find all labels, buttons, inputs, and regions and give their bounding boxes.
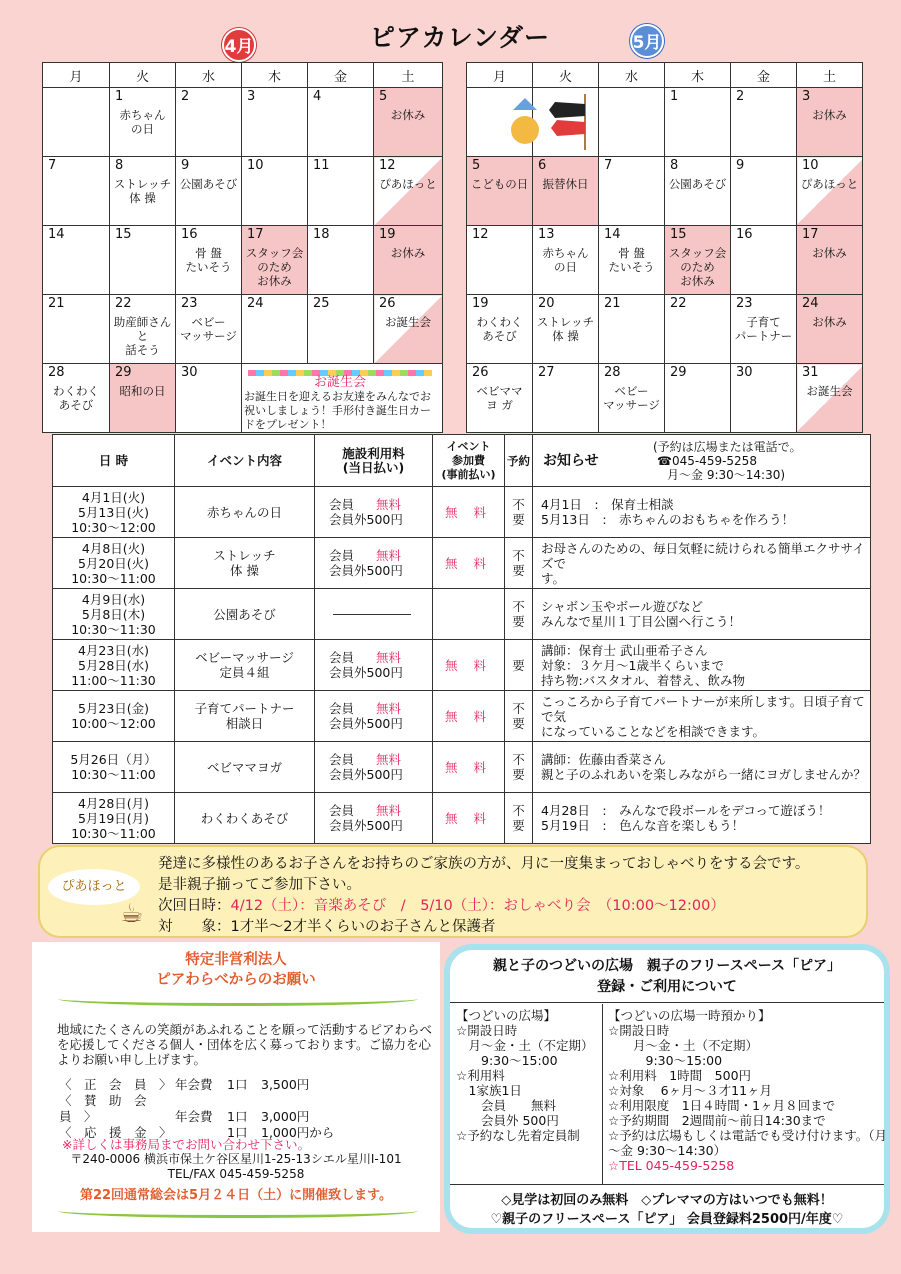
calendar-day xyxy=(467,157,533,226)
nonmember-fee: 会員外500円 xyxy=(329,665,403,680)
day-number: 12 xyxy=(472,227,489,242)
event-date: 4月23日(水) 5月28日(水) 11:00～11:30 xyxy=(53,640,175,691)
facility-fee xyxy=(315,538,433,589)
birthday-announcement xyxy=(242,367,438,431)
info-line: 【つどいの広場】 xyxy=(456,1008,557,1023)
info-line: 9:30～15:00 xyxy=(456,1053,558,1068)
reservation: 不 要 xyxy=(505,793,533,844)
reservation: 不 要 xyxy=(505,487,533,538)
nonmember-fee: 会員外500円 xyxy=(329,818,403,833)
fee-unit: 1口 xyxy=(227,1125,248,1140)
day-event: わくわく あそび xyxy=(53,384,99,412)
calendar-day xyxy=(665,157,731,226)
info-line: 会員 無料 xyxy=(456,1098,557,1113)
facility-fee xyxy=(315,691,433,742)
header-date: 日 時 xyxy=(53,435,175,487)
day-event: こどもの日 xyxy=(470,177,529,191)
event-row xyxy=(53,793,871,844)
calendar-day xyxy=(599,295,665,364)
weekday-header: 月 xyxy=(43,63,110,88)
calendar-day xyxy=(242,295,308,364)
member-free: 無料 xyxy=(376,752,402,767)
day-number: 29 xyxy=(115,365,132,380)
day-number: 28 xyxy=(604,365,621,380)
calendar-day xyxy=(176,364,242,433)
day-number: 24 xyxy=(802,296,819,311)
event-notice: 4月1日 : 保育士相談 5月13日 : 赤ちゃんのおもちゃを作ろう！ xyxy=(533,487,871,538)
fee-unit: 1口 xyxy=(227,1109,248,1124)
member-label: 会員 xyxy=(329,497,355,512)
piahot-line1: 発達に多様性のあるお子さんをお持ちのご家族の方が、月に一度集まっておしゃべりをする会です。 xyxy=(158,856,810,872)
membership-fees xyxy=(59,1077,334,1141)
calendar-day xyxy=(308,226,374,295)
calendar-day xyxy=(797,226,863,295)
day-event: スタッフ会 のため お休み xyxy=(245,246,304,288)
calendar-day xyxy=(308,157,374,226)
day-number: 26 xyxy=(472,365,489,380)
calendar-day xyxy=(374,88,443,157)
day-number: 23 xyxy=(736,296,753,311)
day-number: 16 xyxy=(181,227,198,242)
calendar-day xyxy=(176,157,242,226)
weekday-header: 火 xyxy=(110,63,176,88)
day-event: 振替休日 xyxy=(542,177,589,191)
day-number: 5 xyxy=(379,89,388,104)
facility-fee xyxy=(315,793,433,844)
day-event: 骨 盤 たいそう xyxy=(608,246,655,274)
general-meeting-notice: 第22回通常総会は5月２４日（土）に開催致します。 xyxy=(79,1188,393,1203)
event-content: 赤ちゃんの日 xyxy=(175,487,315,538)
calendar-day xyxy=(797,364,863,433)
fee-kind: 〈 賛 助 会 員 〉 xyxy=(59,1093,160,1124)
member-free: 無料 xyxy=(376,548,402,563)
day-number: 18 xyxy=(313,227,330,242)
day-number: 15 xyxy=(670,227,687,242)
calendar-day xyxy=(467,295,533,364)
day-event: 赤ちゃん の日 xyxy=(542,246,589,274)
reservation: 不 要 xyxy=(505,691,533,742)
april-badge: 4月 xyxy=(222,28,256,62)
day-number: 19 xyxy=(379,227,396,242)
calendar-day xyxy=(374,157,443,226)
day-number: 10 xyxy=(247,158,264,173)
calendar-day xyxy=(242,226,308,295)
day-event: わくわく あそび xyxy=(476,315,523,343)
nonmember-fee: 会員外500円 xyxy=(329,563,403,578)
info-line: ☆対象 6ヶ月～３才11ヶ月 xyxy=(608,1083,773,1098)
calendar-day xyxy=(110,295,176,364)
day-number xyxy=(467,88,532,89)
space-heading2: 登録・ご利用について xyxy=(597,979,737,995)
member-free: 無料 xyxy=(376,701,402,716)
member-label: 会員 xyxy=(329,548,355,563)
vine-decoration-bottom xyxy=(58,1204,418,1218)
day-event: お休み xyxy=(812,108,847,122)
fee-row xyxy=(59,1093,334,1125)
day-number xyxy=(533,88,598,89)
event-date: 4月8日(火) 5月20日(火) 10:30～11:00 xyxy=(53,538,175,589)
day-number: 20 xyxy=(538,296,555,311)
weekday-header: 月 xyxy=(467,63,533,88)
space-foot1: ◇見学は初回のみ無料 ◇プレママの方はいつでも無料！ xyxy=(501,1193,833,1208)
event-row xyxy=(53,640,871,691)
day-number: 9 xyxy=(736,158,745,173)
contact-phone: ☎045-459-5258 xyxy=(657,453,757,468)
day-event: 助産師さんと 話そう xyxy=(113,315,172,357)
event-date: 4月1日(火) 5月13日(火) 10:30～12:00 xyxy=(53,487,175,538)
calendar-day xyxy=(731,295,797,364)
day-number xyxy=(599,88,664,89)
day-number: 9 xyxy=(181,158,190,173)
day-event: スタッフ会 のため お休み xyxy=(668,246,727,288)
weekday-header: 水 xyxy=(599,63,665,88)
calendar-day xyxy=(599,226,665,295)
event-fee: 無 料 xyxy=(433,691,505,742)
day-number: 4 xyxy=(313,89,322,104)
info-line: ☆TEL 045-459-5258 xyxy=(608,1158,735,1173)
piahot-next-label: 次回日時： xyxy=(158,898,231,914)
contact-hours: 月～金 9:30～14:30) xyxy=(667,467,786,482)
info-line: ☆利用料 1時間 500円 xyxy=(608,1068,752,1083)
calendar-day xyxy=(308,88,374,157)
events-table xyxy=(52,434,871,844)
fee-type: 年会費 xyxy=(175,1077,213,1092)
day-number: 16 xyxy=(736,227,753,242)
nonmember-fee: 会員外500円 xyxy=(329,716,403,731)
day-number: 27 xyxy=(538,365,555,380)
info-line: 1家族1日 xyxy=(456,1083,522,1098)
calendar-day xyxy=(665,88,731,157)
event-row xyxy=(53,487,871,538)
calendar-day xyxy=(308,295,374,364)
calendar-day xyxy=(731,88,797,157)
org-heading1: 特定非営利法人 xyxy=(185,952,287,968)
event-fee: 無 料 xyxy=(433,742,505,793)
calendar-day xyxy=(599,364,665,433)
calendar-day xyxy=(43,157,110,226)
day-number: 28 xyxy=(48,365,65,380)
day-number: 24 xyxy=(247,296,264,311)
reservation: 不 要 xyxy=(505,538,533,589)
day-number: 19 xyxy=(472,296,489,311)
event-notice: 講師：佐藤由香菜さん 親と子のふれあいを楽しみながら一緒にヨガしませんか？ xyxy=(533,742,871,793)
calendar-day xyxy=(467,226,533,295)
calendar-day xyxy=(110,226,176,295)
day-event: ぴあほっと xyxy=(800,177,859,191)
day-number: 17 xyxy=(247,227,264,242)
day-number: 5 xyxy=(472,158,481,173)
day-number: 26 xyxy=(379,296,396,311)
temporary-care-info xyxy=(608,1008,888,1173)
calendar-day xyxy=(533,364,599,433)
day-number: 29 xyxy=(670,365,687,380)
day-event: 公園あそび xyxy=(179,177,238,191)
day-number: 2 xyxy=(181,89,190,104)
calendar-day xyxy=(731,226,797,295)
info-line: ☆開設日時 xyxy=(456,1023,518,1038)
space-heading1: 親と子のつどいの広場 親子のフリースペース「ピア」 xyxy=(492,958,842,974)
header-event-fee: イベント 参加費 (事前払い) xyxy=(433,435,505,487)
event-fee: 無 料 xyxy=(433,793,505,844)
calendar-day xyxy=(43,226,110,295)
day-event: 公園あそび xyxy=(668,177,727,191)
member-label: 会員 xyxy=(329,803,355,818)
day-number: 10 xyxy=(802,158,819,173)
facility-fee xyxy=(315,640,433,691)
weekday-header: 木 xyxy=(242,63,308,88)
day-number: 11 xyxy=(313,158,330,173)
fee-unit: 1口 xyxy=(227,1077,248,1092)
event-date: 5月26日（月） 10:30～11:00 xyxy=(53,742,175,793)
day-number: 14 xyxy=(604,227,621,242)
koinobori-illustration xyxy=(505,90,595,152)
calendar-day xyxy=(731,157,797,226)
header-reserve: 予約 xyxy=(505,435,533,487)
event-content: ベビママヨガ xyxy=(175,742,315,793)
calendar-day xyxy=(176,295,242,364)
event-date: 4月9日(水) 5月8日(木) 10:30～11:30 xyxy=(53,589,175,640)
calendar-day xyxy=(110,88,176,157)
calendar-day xyxy=(176,88,242,157)
page-title: ピアカレンダー xyxy=(369,23,551,52)
day-event: お誕生会 xyxy=(806,384,853,398)
day-event: ベビママ ヨ ガ xyxy=(476,384,523,412)
day-event: お休み xyxy=(812,246,847,260)
calendar-day xyxy=(533,295,599,364)
member-free: 無料 xyxy=(376,650,402,665)
event-content: わくわくあそび xyxy=(175,793,315,844)
member-label: 会員 xyxy=(329,650,355,665)
birthday-text: お誕生日を迎えるお友達をみんなでお祝いしましょう！手形付き誕生日カードをプレゼント！ xyxy=(244,390,431,431)
day-event: ストレッチ 体 操 xyxy=(536,315,595,343)
day-number: 21 xyxy=(48,296,65,311)
day-number: 14 xyxy=(48,227,65,242)
event-notice: こっころから子育てパートナーが来所します。日頃子育てで気 になっていることなどを相談できます。 xyxy=(533,691,871,742)
member-free: 無料 xyxy=(376,803,402,818)
member-label: 会員 xyxy=(329,752,355,767)
weekday-header: 水 xyxy=(176,63,242,88)
event-content: ベビーマッサージ 定員４組 xyxy=(175,640,315,691)
nonmember-fee: 会員外500円 xyxy=(329,512,403,527)
day-number: 22 xyxy=(115,296,132,311)
contact-line1: (予約は広場または電話で。 xyxy=(653,439,802,454)
day-event: お誕生会 xyxy=(385,315,431,329)
weekday-header: 火 xyxy=(533,63,599,88)
piahot-next-value: 4/12（土）：音楽あそび / 5/10（土）：おしゃべり会 （10:00～12:00） xyxy=(230,898,725,914)
piahot-label: ぴあほっと xyxy=(48,869,140,905)
weekday-header: 金 xyxy=(731,63,797,88)
day-number: 30 xyxy=(181,365,198,380)
fee-kind: 〈 応 援 金 〉 xyxy=(59,1125,172,1140)
day-event: 子育て パートナー xyxy=(734,315,793,343)
space-foot2: ♡親子のフリースペース「ピア」 会員登録料2500円/年度♡ xyxy=(490,1212,844,1227)
reservation: 不 要 xyxy=(505,742,533,793)
header-content: イベント内容 xyxy=(175,435,315,487)
fee-type: 年会費 xyxy=(175,1109,213,1124)
org-note: ※詳しくは事務局までお問い合わせ下さい。 xyxy=(62,1137,310,1152)
piahot-target-value: 1才半～2才半くらいのお子さんと保護者 xyxy=(230,919,496,935)
info-line: ☆予約は広場もしくは電話でも受け付けます。（月～金 9:30～14:30） xyxy=(608,1128,887,1158)
member-free: 無料 xyxy=(376,497,402,512)
calendar-day xyxy=(797,295,863,364)
reservation: 不 要 xyxy=(505,589,533,640)
calendar-day xyxy=(242,157,308,226)
calendar-day xyxy=(797,157,863,226)
day-number: 30 xyxy=(736,365,753,380)
event-content: 公園あそび xyxy=(175,589,315,640)
day-number xyxy=(43,88,109,89)
event-content: 子育てパートナー 相談日 xyxy=(175,691,315,742)
calendar-day xyxy=(599,88,665,157)
no-fee-line xyxy=(333,614,411,615)
calendar-day xyxy=(665,295,731,364)
day-number: 31 xyxy=(802,365,819,380)
day-number: 1 xyxy=(115,89,124,104)
fee-value: 3,500円 xyxy=(261,1077,310,1092)
member-label: 会員 xyxy=(329,701,355,716)
piahot-line2: 是非親子揃ってご参加下さい。 xyxy=(158,877,361,893)
calendar-day xyxy=(797,88,863,157)
calendar-day xyxy=(665,226,731,295)
coffee-cup-icon: ☕ xyxy=(120,899,144,929)
info-line: 会員外 500円 xyxy=(456,1113,559,1128)
piahot-info-box xyxy=(38,845,868,938)
event-notice: 4月28日 : みんなで段ボールをデコって遊ぼう！ 5月19日 : 色んな音を楽しもう！ xyxy=(533,793,871,844)
event-row xyxy=(53,589,871,640)
calendar-day xyxy=(599,157,665,226)
event-content: ストレッチ 体 操 xyxy=(175,538,315,589)
facility-fee xyxy=(315,589,433,640)
event-fee: 無 料 xyxy=(433,538,505,589)
day-number: 13 xyxy=(538,227,555,242)
day-number: 22 xyxy=(670,296,687,311)
day-number: 3 xyxy=(802,89,811,104)
may-badge: 5月 xyxy=(630,24,664,58)
calendar-day xyxy=(533,157,599,226)
day-number: 6 xyxy=(538,158,547,173)
day-number: 2 xyxy=(736,89,745,104)
info-line: 9:30～15:00 xyxy=(608,1053,723,1068)
reservation: 要 xyxy=(505,640,533,691)
calendar-day xyxy=(467,364,533,433)
day-number: 1 xyxy=(670,89,679,104)
event-fee: 無 料 xyxy=(433,640,505,691)
day-event: 昭和の日 xyxy=(119,384,166,398)
calendar-day xyxy=(43,295,110,364)
vine-decoration-top xyxy=(58,992,418,1006)
day-number: 15 xyxy=(115,227,132,242)
info-line: 【つどいの広場一時預かり】 xyxy=(608,1008,771,1023)
event-row xyxy=(53,691,871,742)
event-notice: 講師：保育士 武山亜希子さん 対象：３ケ月～1歳半くらいまで 持ち物:バスタオル、着替え、飲み物 xyxy=(533,640,871,691)
calendar-day xyxy=(176,226,242,295)
day-number: 7 xyxy=(604,158,613,173)
calendar-day xyxy=(665,364,731,433)
day-number: 12 xyxy=(379,158,396,173)
nonmember-fee: 会員外500円 xyxy=(329,767,403,782)
info-line: ☆予約期間 2週間前～前日14:30まで xyxy=(608,1113,826,1128)
day-event: ぴあほっと xyxy=(379,177,437,191)
info-line: ☆開設日時 xyxy=(608,1023,670,1038)
calendar-day xyxy=(43,364,110,433)
event-notice: シャボン玉やボール遊びなど みんなで星川１丁目公園へ行こう！ xyxy=(533,589,871,640)
info-line: ☆利用限度 1日４時間・1ヶ月８回まで xyxy=(608,1098,836,1113)
fee-value: 3,000円 xyxy=(261,1109,310,1124)
calendar-day xyxy=(242,88,308,157)
day-event: ベビー マッサージ xyxy=(180,315,237,343)
fee-value: 1,000円から xyxy=(261,1125,335,1140)
hiroba-info xyxy=(456,1008,606,1143)
event-fee: 無 料 xyxy=(433,487,505,538)
calendar-day xyxy=(110,364,176,433)
day-number: 7 xyxy=(48,158,57,173)
day-number: 8 xyxy=(115,158,124,173)
org-heading2: ピアわらべからのお願い xyxy=(156,972,316,988)
day-number: 23 xyxy=(181,296,198,311)
day-event: ベビー マッサージ xyxy=(603,384,660,412)
event-notice: お母さんのための、毎日気軽に続けられる簡単エクササイズで す。 xyxy=(533,538,871,589)
info-line: ☆利用料 xyxy=(456,1068,505,1083)
event-date: 5月23日(金) 10:00～12:00 xyxy=(53,691,175,742)
calendar-day xyxy=(731,364,797,433)
day-event: 骨 盤 たいそう xyxy=(185,246,232,274)
organization-request-box xyxy=(32,942,440,1232)
org-address: 〒240-0006 横浜市保土ケ谷区星川1-25-13シエル星川Ⅰ-101 xyxy=(70,1152,402,1166)
fee-row xyxy=(59,1077,334,1093)
day-event: お休み xyxy=(390,246,426,260)
header-fee: 施設利用料 (当日払い) xyxy=(315,435,433,487)
calendar-day xyxy=(43,88,110,157)
calendar-day xyxy=(533,226,599,295)
event-fee xyxy=(433,589,505,640)
day-number: 3 xyxy=(247,89,256,104)
day-event: 赤ちゃん の日 xyxy=(119,108,166,136)
weekday-header: 土 xyxy=(797,63,863,88)
calendar-day xyxy=(110,157,176,226)
weekday-header: 金 xyxy=(308,63,374,88)
org-tel: TEL/FAX 045-459-5258 xyxy=(167,1167,305,1181)
day-event: お休み xyxy=(390,108,426,122)
header-notice xyxy=(533,435,871,487)
facility-fee xyxy=(315,742,433,793)
day-event: ストレッチ 体 操 xyxy=(113,177,172,205)
info-line: ☆予約なし先着定員制 xyxy=(456,1128,580,1143)
calendar-day xyxy=(374,295,443,364)
facility-fee xyxy=(315,487,433,538)
event-date: 4月28日(月) 5月19日(月) 10:30～11:00 xyxy=(53,793,175,844)
org-body-text: 地域にたくさんの笑顔があふれることを願って活動するピアわらべを応援してくださる個人・団体を広く募っております。ご協力を心よりお願い申し上げます。 xyxy=(57,1022,433,1067)
day-number: 25 xyxy=(313,296,330,311)
calendar-day xyxy=(374,226,443,295)
day-number: 21 xyxy=(604,296,621,311)
day-number: 17 xyxy=(802,227,819,242)
event-row xyxy=(53,742,871,793)
notice-title: お知らせ xyxy=(543,452,599,469)
weekday-header: 土 xyxy=(374,63,443,88)
day-number: 8 xyxy=(670,158,679,173)
birthday-title: お誕生会 xyxy=(313,375,366,390)
info-line: 月～金・土（不定期） xyxy=(608,1038,759,1053)
free-space-info-box xyxy=(444,944,890,1234)
event-row xyxy=(53,538,871,589)
fee-kind: 〈 正 会 員 〉 xyxy=(59,1077,172,1092)
piahot-target-label: 対 象： xyxy=(158,919,231,935)
info-line: 月～金・土（不定期） xyxy=(456,1038,594,1053)
weekday-header: 木 xyxy=(665,63,731,88)
day-event: お休み xyxy=(812,315,847,329)
